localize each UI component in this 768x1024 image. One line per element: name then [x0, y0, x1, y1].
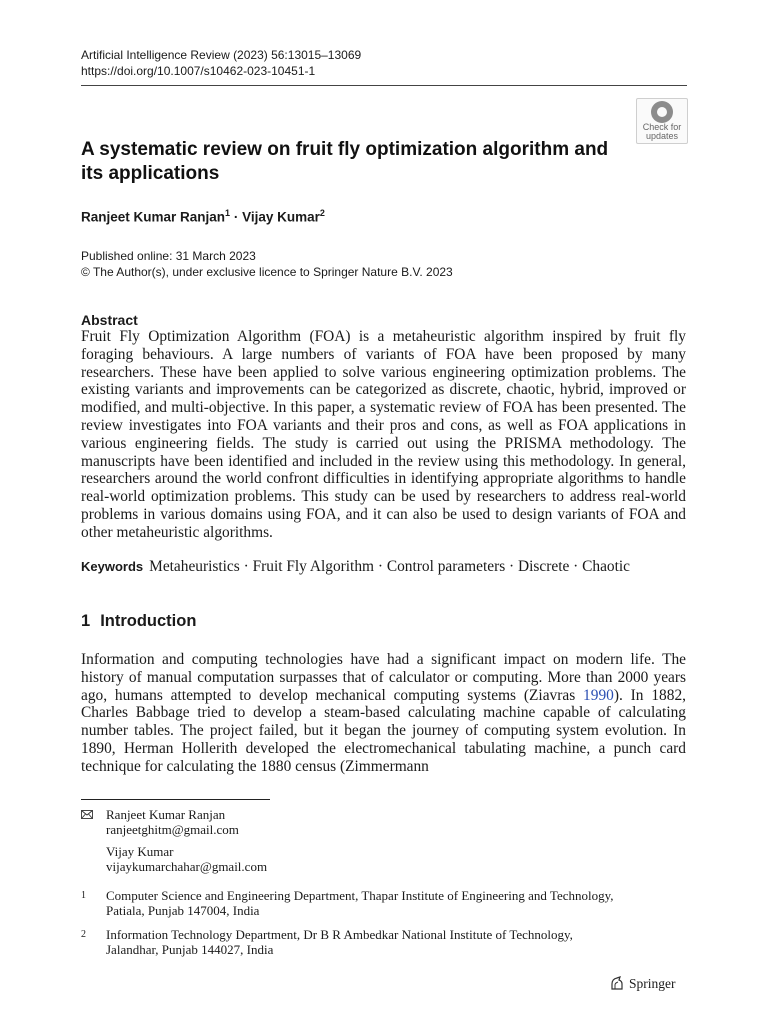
affiliation-line: Patiala, Punjab 147004, India — [106, 903, 260, 918]
citation-link[interactable]: 1990 — [583, 686, 614, 704]
introduction-paragraph — [81, 651, 686, 776]
affiliation — [81, 927, 691, 957]
check-for-updates-badge[interactable] — [636, 98, 688, 144]
badge-line-2: updates — [645, 131, 679, 141]
copyright-notice: © The Author(s), under exclusive licence to Springer Nature B.V. 2023 — [81, 265, 453, 279]
intro-text-part: ). In 1882, Charles Babbage tried to develop a steam-based calculating machine capable of calculating number tables. The project failed, but it began the journey of computing system evolution. In 1890, Herman Hollerith developed the electromechanical tabulating machine, a punch card technique for calculating the 1880 census (Zimmermann — [81, 686, 686, 775]
badge-line-1: Check for — [642, 122, 682, 132]
abstract-heading: Abstract — [81, 312, 138, 328]
paper-title: A systematic review on fruit fly optimization algorithm and its applications — [81, 139, 609, 184]
corresponding-author — [81, 844, 691, 874]
author-name: Ranjeet Kumar Ranjan — [81, 209, 226, 225]
springer-horse-icon — [609, 975, 625, 991]
journal-header — [81, 47, 361, 79]
author-affiliation-mark: 2 — [319, 208, 325, 218]
section-heading — [81, 612, 196, 631]
corresponding-author — [81, 807, 691, 837]
section-number: 1 — [81, 612, 91, 630]
abstract-text: Fruit Fly Optimization Algorithm (FOA) is a metaheuristic algorithm inspired by fruit fly foraging behaviours. A large numbers of variants of FOA have been proposed by many researchers. These have been applied to solve various engineering optimization problems. The existing variants and improvements can be categorized as discrete, chaotic, hybrid, improved or modified, and multi-objective. In this paper, a systematic review of FOA has been presented. The review investigates into FOA variants and their pros and cons, as well as FOA applications in various engineering fields. The study is carried out using the PRISMA methodology. The manuscripts have been identified and included in the review using this methodology. In general, researchers around the world confront difficulties in identifying appropriate algorithms to handle real-world optimization problems. This study can be used by researchers to address real-world problems in various domains using FOA, and it can also be used to design variants of FOA and other metaheuristic algorithms. — [81, 328, 686, 541]
contact-email[interactable]: ranjeetghitm@gmail.com — [106, 822, 239, 837]
intro-text-part: Information and computing technologies have had a significant impact on modern life. The history of manual computation surpasses that of calculator or computing. More than 2000 years ago, humans attempted to develop mechanical computing systems (Ziavras — [81, 651, 686, 704]
contact-email[interactable]: vijaykumarchahar@gmail.com — [106, 859, 268, 874]
footnotes — [81, 807, 691, 957]
publisher-name: Springer — [629, 976, 676, 991]
check-updates-icon — [651, 101, 673, 123]
contact-name: Ranjeet Kumar Ranjan — [106, 807, 226, 822]
affiliation-line: Jalandhar, Punjab 144027, India — [106, 942, 274, 957]
keywords-list: Metaheuristics · Fruit Fly Algorithm · Control parameters · Discrete · Chaotic — [149, 558, 630, 575]
journal-citation: Artificial Intelligence Review (2023) 56:13015–13069 — [81, 48, 362, 62]
footnote-divider — [81, 799, 270, 800]
affiliation-mark: 2 — [81, 929, 86, 940]
affiliation — [81, 888, 691, 918]
author-list — [81, 208, 325, 225]
section-title: Introduction — [100, 612, 197, 630]
keywords-label: Keywords — [81, 559, 144, 574]
affiliation-line: Information Technology Department, Dr B R Ambedkar National Institute of Technology, — [106, 927, 573, 942]
author-separator: · — [233, 209, 239, 225]
publisher-logo — [609, 975, 676, 993]
affiliation-line: Computer Science and Engineering Department, Thapar Institute of Engineering and Technology, — [106, 888, 614, 903]
publication-info — [81, 248, 453, 280]
envelope-icon — [81, 810, 93, 819]
affiliation-mark: 1 — [81, 890, 86, 901]
doi-link[interactable]: https://doi.org/10.1007/s10462-023-10451-1 — [81, 64, 316, 78]
keywords — [81, 558, 691, 576]
author-affiliation-mark: 1 — [225, 208, 231, 218]
author-name: Vijay Kumar — [242, 209, 320, 225]
header-divider — [81, 85, 687, 86]
published-date: Published online: 31 March 2023 — [81, 249, 256, 263]
contact-name: Vijay Kumar — [106, 844, 174, 859]
